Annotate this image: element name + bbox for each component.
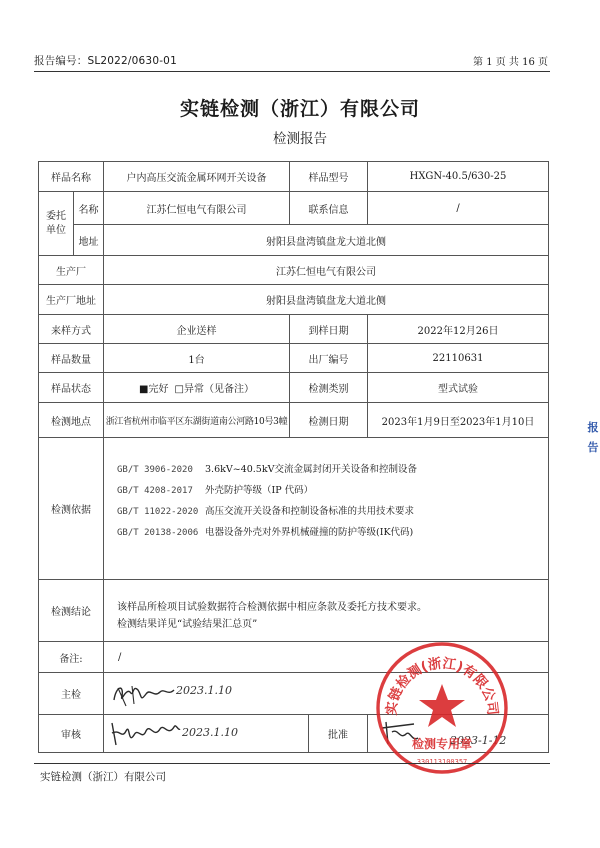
footer-company: 实链检测（浙江）有限公司: [40, 771, 166, 783]
basis-item: [117, 503, 414, 517]
company-seal: [374, 640, 510, 776]
approver-date: 2023-1-12: [450, 734, 507, 747]
svg-text:检测专用章: 检测专用章: [411, 737, 473, 751]
report-subtitle: 检测报告: [273, 131, 327, 147]
basis-desc: 外壳防护等级（IP 代码）: [205, 485, 314, 496]
category-value: 型式试验: [367, 372, 549, 403]
remark-value: /: [103, 641, 549, 673]
maker-label: 生产厂: [38, 255, 104, 285]
page-indicator: 第 1 页 共 16 页: [473, 57, 548, 68]
approver-label: 批准: [308, 714, 368, 753]
maker-value: 江苏仁恒电气有限公司: [103, 255, 549, 285]
basis-desc: 高压交流开关设备和控制设备标准的共用技术要求: [205, 506, 415, 517]
state-ok: ■完好: [139, 384, 169, 395]
basis-label: 检测依据: [38, 437, 104, 580]
qty-value: 1台: [103, 343, 290, 373]
client-name-label: 名称: [73, 191, 104, 225]
basis-item: [117, 482, 313, 496]
remark-label: 备注:: [38, 641, 104, 673]
basis-desc: 电器设备外壳对外界机械碰撞的防护等级(IK代码): [205, 527, 414, 538]
svg-text:实链检测(浙江)有限公司: 实链检测(浙江)有限公司: [383, 655, 501, 717]
basis-item: [117, 524, 413, 538]
qty-label: 样品数量: [38, 343, 104, 373]
reviewer-label: 审核: [38, 714, 104, 753]
sampling-label: 来样方式: [38, 314, 104, 344]
svg-text:330113100357: 330113100357: [416, 758, 468, 766]
category-label: 检测类别: [289, 372, 368, 403]
state-label: 样品状态: [38, 372, 104, 403]
model-label: 样品型号: [289, 161, 368, 192]
inspector-signature: [110, 678, 180, 710]
contact-value: /: [367, 191, 549, 225]
date-label: 检测日期: [289, 402, 368, 438]
basis-desc: 3.6kV~40.5kV交流金属封闭开关设备和控制设备: [205, 464, 417, 475]
footer-divider: [34, 763, 550, 764]
basis-code: GB/T 11022-2020: [117, 507, 199, 517]
site-label: 检测地点: [38, 402, 104, 438]
maker-addr-label: 生产厂地址: [38, 284, 104, 315]
sample-name-value: 户内高压交流金属环网开关设备: [103, 161, 290, 192]
side-tab: [580, 413, 600, 461]
basis-code: GB/T 3906-2020: [117, 465, 193, 475]
company-title: 实链检测（浙江）有限公司: [179, 98, 420, 120]
reviewer-date: 2023.1.10: [182, 726, 238, 739]
client-addr-label: 地址: [73, 224, 104, 256]
serial-value: 22110631: [367, 343, 549, 373]
svg-text:报: 报: [587, 421, 599, 434]
contact-label: 联系信息: [289, 191, 368, 225]
sample-name-label: 样品名称: [38, 161, 104, 192]
serial-label: 出厂编号: [289, 343, 368, 373]
svg-text:告: 告: [587, 441, 599, 454]
reviewer-signature: [108, 717, 184, 749]
header-divider: [34, 71, 550, 72]
report-number: 报告编号：SL2022/0630-01: [34, 55, 177, 67]
date-value: 2023年1月9日至2023年1月10日: [367, 402, 549, 438]
basis-code: GB/T 20138-2006: [117, 528, 199, 538]
basis-code: GB/T 4208-2017: [117, 486, 193, 496]
inspector-label: 主检: [38, 672, 104, 715]
state-value: [103, 372, 290, 403]
conclusion-line: 该样品所检项目试验数据符合检测依据中相应条款及委托方技术要求。: [117, 602, 427, 613]
arrival-label: 到样日期: [289, 314, 368, 344]
state-abnormal: □异常（见备注）: [174, 384, 254, 395]
maker-addr-value: 射阳县盘湾镇盘龙大道北侧: [103, 284, 549, 315]
site-value: 浙江省杭州市临平区东湖街道南公河路10号3幢: [103, 402, 290, 438]
conclusion-label: 检测结论: [38, 579, 104, 642]
inspector-date: 2023.1.10: [176, 684, 232, 697]
arrival-value: 2022年12月26日: [367, 314, 549, 344]
client-name-value: 江苏仁恒电气有限公司: [103, 191, 290, 225]
client-addr-value: 射阳县盘湾镇盘龙大道北侧: [103, 224, 549, 256]
basis-item: [117, 461, 417, 475]
sampling-value: 企业送样: [103, 314, 290, 344]
model-value: HXGN-40.5/630-25: [367, 161, 549, 192]
client-label: 委托单位: [38, 191, 74, 256]
conclusion-line: 检测结果详见“试验结果汇总页”: [117, 619, 258, 630]
